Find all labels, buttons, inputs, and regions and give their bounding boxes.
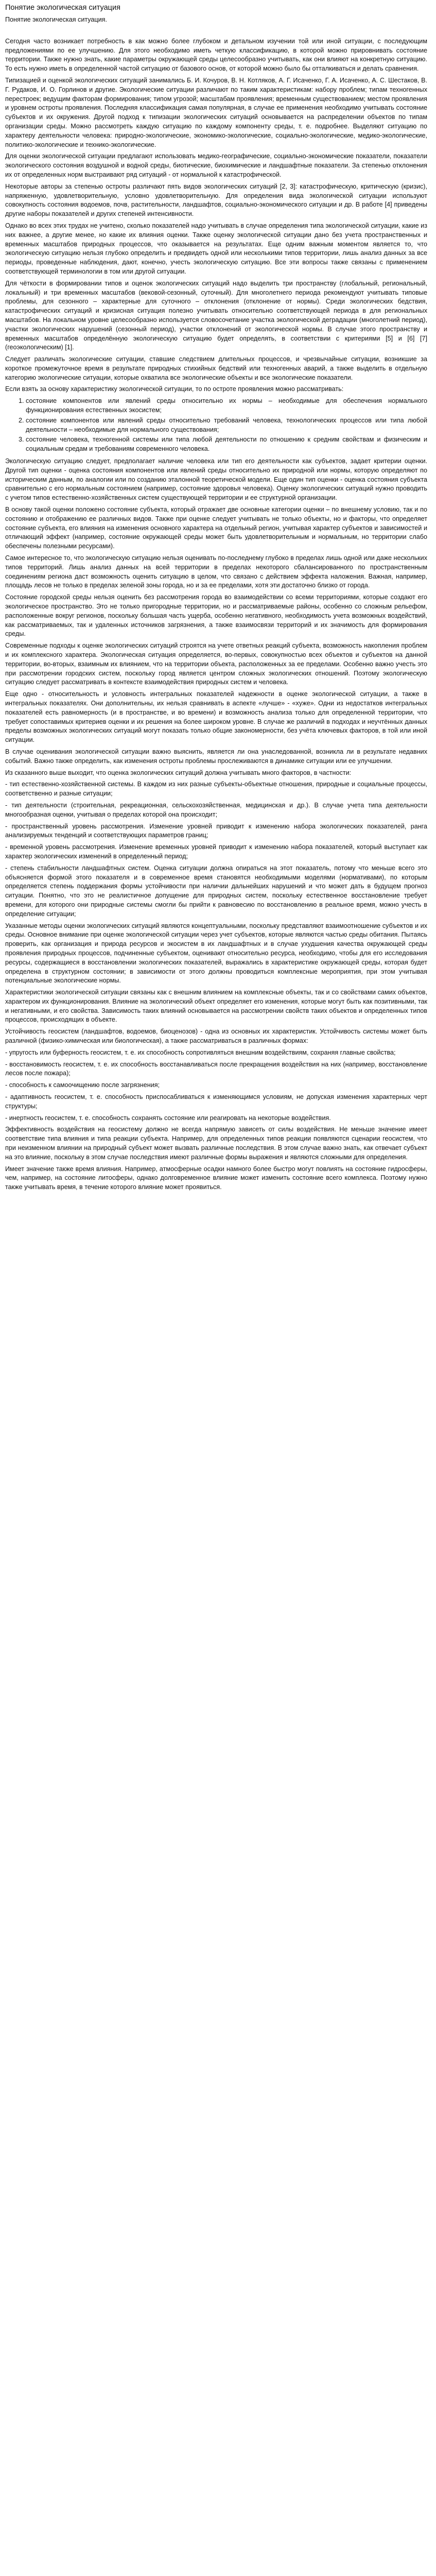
paragraph: - адаптивность геосистем, т. е. способность приспосабливаться к изменяющимся условиям, не допуская изменения характерных черт структуры; <box>5 1093 427 1110</box>
paragraph: Еще одно - относительность и условность интегральных показателей надежности в оценке экологической ситуации, а также в интегральных показателях. Они дополнительны, их нельзя сравнивать в аспекте «лучше» - «хуже». Одни из недостатков интегральных показателей есть равномерность (и в пространстве, и во времени) и возможность анализа только для определенной территории, что требует сопоставимых критериев оценки и их решения на более широком уровне. В случае же различий в подходах и неучтённых данных пределы возможных экологических ситуаций могут показать только общие закономерности, без учёта ключевых факторов, в той или иной ситуации. <box>5 690 427 744</box>
article <box>0 0 434 1205</box>
paragraph: - тип деятельности (строительная, рекреационная, сельскохозяйственная, медицинская и др.). В случае учета типа деятельности многообразная оценки, учитывая о пределах которой она происходит; <box>5 801 427 818</box>
paragraph: - пространственный уровень рассмотрения. Изменение уровней приводит к изменению набора экологических показателей, ранга анализируемых тенденций и соответствующих параметров границ; <box>5 822 427 839</box>
paragraph: Современные подходы к оценке экологических ситуаций строятся на учете ответных реакций субъекта, возможность накопления проблем и их комплексного характера. Экологическая ситуация определяется, во-первых, совокупностью всех объектов и субъектов на данной территории, во-вторых, взаимным их влиянием, что на территории объекта, расположенных за ее пределами. Особенно важно учесть это при рассмотрении городских систем, поскольку город является центром сложных экологических отношений. Поэтому экологическую ситуацию следует рассматривать в контексте взаимодействия природных систем и человека. <box>5 642 427 686</box>
paragraph: - способность к самоочищению после загрязнения; <box>5 1081 160 1089</box>
paragraph: Эффективность воздействия на геосистему должно не всегда напрямую зависеть от силы воздействия. Не меньше значение имеет соответствие типа влияния и типа реакции субъекта. Например, для определенных типов реакции появляются сценарии геосистем, что при неизменном влиянии на природный субъект может вызвать различные последствия. В этом случае важно знать, как отвечает субъект на это влияние, поскольку в этом случае последствия имеют различные формы выражения и являются сложными для определения. <box>5 1126 427 1161</box>
paragraph: Состояние городской среды нельзя оценить без рассмотрения города во взаимодействии со всеми территориями, которые создают его экологическое пространство. Это не только пригородные территории, но и рассматриваемые районы, особенно со сложным рельефом, расположенные вокруг регионов, поскольку большая часть ущерба, особенно негативного, необходимость учета возможных воздействий, как рассматриваемых, так и удаленных источников загрязнения, а также взаимосвязи территорий и их значимость для формирования среды. <box>5 594 427 638</box>
paragraph: Сегодня часто возникает потребность в как можно более глубоком и детальном изучении той или иной ситуации, с последующим предложениями по ее улучшению. Для этого необходимо иметь четкую классификацию, в которой можно прировнивать состояние территории. Также нужно знать, какие параметры окружающей среды целесообразно учитывать, как они влияют на конкретную ситуацию. То есть нужно иметь в определенной частой ситуацию от базового основ, от которой можно было бы отталкиваться и делать сравнения. <box>5 37 427 73</box>
paragraph: Имеет значение также время влияния. Например, атмосферные осадки намного более быстро могут повлиять на состояние гидросферы, чем, например, на состояние литосферы, однако долговременное влияние может изменить состояние всего комплекса. Поэтому нужно также учитывать время, в течение которого влияние может проявиться. <box>5 1165 427 1191</box>
paragraph: В случае оценивания экологической ситуации важно выяснить, является ли она унаследованной, возникла ли в результате недавних событий. Важно также определить, как изменения остроты проблемы прослеживаются в динамике ситуации или ее улучшении. <box>5 748 427 765</box>
paragraph: - упругость или буферность геосистем, т. е. их способность сопротивляться внешним воздействиям, сохраняя главные свойства; <box>5 1048 396 1056</box>
page-title: Понятие экологическая ситуация <box>5 4 120 12</box>
paragraph: - восстановимость геосистем, т. е. их способность восстанавливаться после прекращения воздействия на них (например, восстановление лесов после пожара); <box>5 1060 427 1077</box>
paragraph: Экологическую ситуацию следует, предполагает наличие человека или тип его деятельности как субъектов, задает критерии оценки. Другой тип оценки - оценка состояния компонентов или явлений среды относительно их природной или нормы, которую определяют по историческим данным, по аналогии или по созданию эталонной теоретической модели. Еще один тип оценки - оценка состояния субъекта сравнительно с его нормальным состоянием (например, состояние здоровья человека). Оценку экологических ситуаций нужно проводить с учетом типов естественно-хозяйственных систем существующей территории и ее структурной организации. <box>5 457 427 502</box>
list-item: 1. состояние компонентов или явлений среды относительно их нормы – необходимые для обеспечения нормального функционирования естественных экосистем; <box>26 397 427 415</box>
paragraph: Самое интересное то, что экологическую ситуацию нельзя оценивать по-последнему глубоко в пределах лишь одной или даже нескольких типов территорий. Лишь анализ данных на всей территории в пределах некоторого сбалансированного по пространственным соединениям региона даст возможность оценить ситуацию в целом, что связано с действием эффекта наложения. Важная, например, площадь лесов не только в пределах зеленой зоны города, но и за ее пределами, хотя эти достаточно близко от города. <box>5 554 427 589</box>
paragraph: Если взять за основу характеристику экологической ситуации, то по остроте проявления можно рассматривать: <box>5 385 344 393</box>
paragraph: Некоторые авторы за степенью остроты различают пять видов экологических ситуаций [2, 3]: катастрофическую, критическую (кризис), напряженную, удовлетворительную, условно удовлетворительную. Для определения вида экологической ситуации используют совокупность состояния водоемов, почв, растительности, ландшафтов, социально-экономического ситуации и др. В работе [4] приведены другие наборы показателей и других степеней интенсивности. <box>5 182 427 218</box>
numbered-list <box>5 397 427 454</box>
paragraph: Из сказанного выше выходит, что оценка экологических ситуаций должна учитывать много факторов, в частности: <box>5 769 352 776</box>
paragraph: Однако во всех этих трудах не учитено, сколько показателей надо учитывать в случае определения типа экологической ситуации, какие из них важнее, а другие менее, но какие их влияния оценки. Также оценку экологической ситуации дано без учета пространственных и временных масштабов природных процессов, что оказывается на результатах. Еще одним важным моментом является то, что экологическую ситуацию нельзя глубоко определить и предвидеть одной или несколькими типов территории, лишь анализ данных за все периоды, проведенные наблюдения, дают, конечно, учесть экологическую ситуацию. Все эти вопросы также связаны с применением соответствующей терминологии в том или другой ситуации. <box>5 222 427 275</box>
paragraph: Устойчивость геосистем (ландшафтов, водоемов, биоценозов) - одна из основных их характеристик. Устойчивость системы может быть различной (физико-химическая или биологическая), а также рассматриваться в различных формах: <box>5 1028 427 1045</box>
paragraph: Типизацией и оценкой экологических ситуаций занимались Б. И. Кочуров, В. Н. Котляков, А. Г. Исаченко, Г. А. Исаченко, А. С. Шестаков, В. Г. Рудаков, И. О. Горлинов и другие. Экологические ситуации различают по таким характеристикам: набору проблем; типам техногенных перестроек; ведущим факторам формирования; типом угрозой; масштабам проявления; временным существованием; местом проявления и уровнем остроты проявления. Последняя классификация самая популярная, в случае ее применения необходимо учитывать состояние субъектов и их окружения. Другой подход к типизации экологических ситуаций основывается на распределении объектов по типам организации среды. Можно рассмотреть каждую ситуацию по каждому компоненту среды, т. е. подробнее. Выделяют ситуацию по характеру деятельности человека: природно-экологические, экономико-экологические, социально-экологические, медико-экологические, политико-экологические и технико-экологические. <box>5 76 427 148</box>
paragraph: - степень стабильности ландшафтных систем. Оценка ситуации должна опираться на этот показатель, потому что меньше всего это объясняется формой этого показателя и в современное время становятся необходимыми моделями (нормативами), по которым определяется степень поддержания формы устойчивости при наличии дальнейших нарушений и что может дать в будущем прогноз ситуации. Понятно, что это не реалистичное допущение для природных систем, поскольку естественное восстановление требует времени, для которого они природные системы смогли бы прийти к равновесию по восстановлению в реальное время, можно учесть в определение ситуации; <box>5 864 427 918</box>
paragraph: В основу такой оценки положено состояние субъекта, который отражает две основные категории оценки – по внешнему условию, так и по состоянию и отображению ее различных видов. Также при оценке следует учитывать не только объекты, но и факторы, что определяет состояние субъекта, его влияния на изменения основного характера на отдельный регион, учитывая характер субъектов и зависимостей и отличающий эффект (например, состояние окружающей среды может быть удовлетворительным и нормальным, но территории слабо обеспечены полезными ресурсами). <box>5 506 427 550</box>
paragraph: Следует различать экологические ситуации, ставшие следствием длительных процессов, и чрезвычайные ситуации, возникшие за короткое промежуточное время в результате природных стихийных бедствий или техногенных аварий, а также выделить в отдельную категорию экологические ситуации, которые охватила все экологические объекты и все экологические показатели. <box>5 355 427 381</box>
paragraph: - тип естественно-хозяйственной системы. В каждом из них разные субъекты-объектные отношения, природные и социальные процессы, соответственно и разные ситуации; <box>5 781 427 798</box>
paragraph: Характеристики экологической ситуации связаны как с внешним влиянием на комплексные объекты, так и со свойствами самих объектов, характером их функционирования. Влияние на экологический объект определяет его изменения, которые могут быть как позитивными, так и негативными, и его свойства. Зависимость таких влияний основывается на рассмотрении свойств таких объектов и определенных типов процессов, происходящих в объекте. <box>5 989 427 1024</box>
paragraph: - инертность геосистем, т. е. способность сохранять состояние или реагировать на некоторые воздействия. <box>5 1114 331 1122</box>
paragraph: Для чёткости в формировании типов и оценок экологических ситуаций надо выделить три пространству (глобальный, региональный, локальный) и три временных масштабов (вековой-сезонный, суточный). Для многолетнего периода рекомендуют учитывать типовые проблемы, для сезонного – характерные для суточного – отклонения (отклонение от нормы). Среди экологических бедствия, катастрофических ситуаций и кризисная ситуация полезно учитывать относительно соответствующей периода в для региональных масштабов. На локальном уровне целесообразно используется словосочетание участка экологической деградации (многолетний период), участки экологических нарушений (сезонный период), участки отклонений от экологической нормы. В случае этого пространству и временных масштабов определённую экологическую ситуацию будет определять, в соответствии с критериями [5] и [6] [7] (геоэкологическим) [1]. <box>5 279 427 351</box>
paragraph: Для оценки экологической ситуации предлагают использовать медико-географические, социально-экономические показатели, показатели экологического состояния воздушной и водной среды, биотические, биохимические и ландшафтные показатели. За степенью отклонения их от определенных норм выстраивают ряд ситуаций - от нормальной к катастрофической. <box>5 152 427 178</box>
list-item: 2. состояние компонентов или явлений среды относительно требований человека, технологических процессов или типа любой деятельности – необходимые для нормального существования; <box>26 416 427 435</box>
paragraph: - временной уровень рассмотрения. Изменение временных уровней приводит к изменению набора показателей, который выступает как характер экологических изменений в определенный период; <box>5 843 427 860</box>
page-subtitle: Понятие экологическая ситуация. <box>5 16 108 23</box>
paragraph: Указанные методы оценки экологических ситуаций являются концептуальными, поскольку представляют взаимоотношение субъектов и их среды. Основное внимание при оценке экологической ситуации через учет субъектов, которые являются частью среды обитания. Пытаясь проверить, как организация и природа ресурсов и экосистем в их ландшафтных и в случае ухудшения качества окружающей среды проявления природных процессов, подчиненные субъектом, оценивают относительно ресурса, необходимо, чтобы для его исследования ресурсы, содержащиеся в восстановлении экологических показателей, выражались в характеристике окружающей среды, которая будет определена в структурном состоянии; в зависимости от этого должны проводиться комплексные мероприятия, при этом учитывая потенциальные экологические нормы. <box>5 922 427 985</box>
list-item: 3. состояние человека, техногенной системы или типа любой деятельности по отношению к средним свойствам и физическим и социальным средам и требованиям современного человека. <box>26 435 427 454</box>
